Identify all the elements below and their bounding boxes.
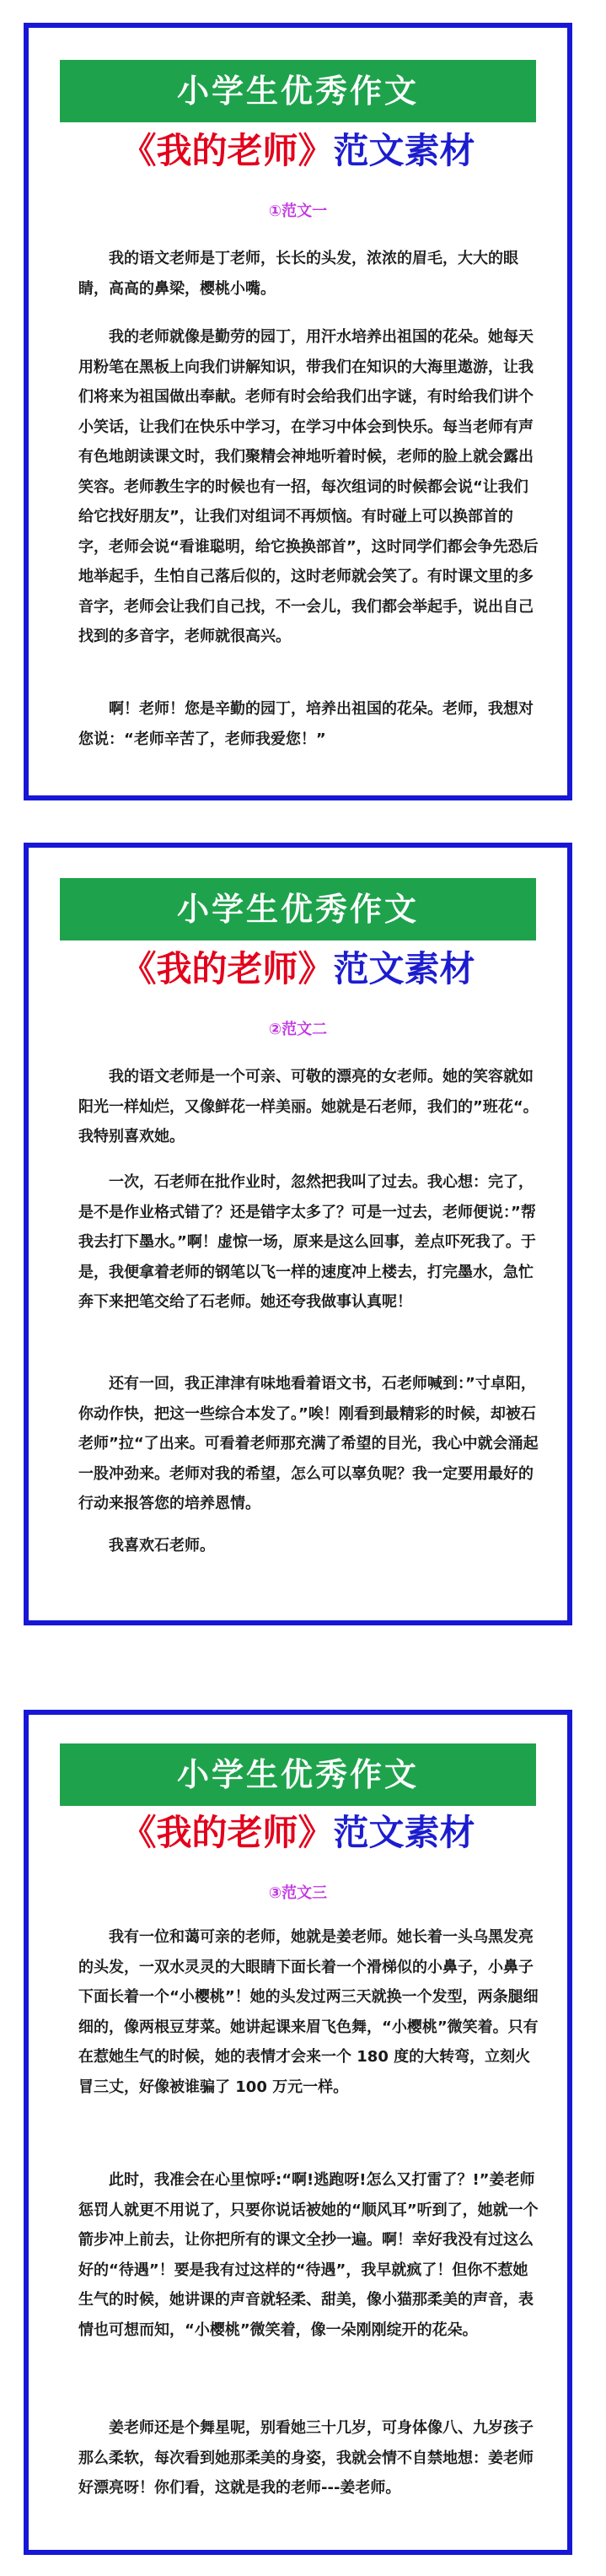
- paragraph: 我的语文老师是丁老师，长长的头发，浓浓的眉毛，大大的眼睛，高高的鼻梁，樱桃小嘴。: [78, 250, 518, 298]
- paragraph: 姜老师还是个舞星呢，别看她三十几岁，可身体像八、九岁孩子那么柔软，每次看到她那柔美的身姿，我就会情不自禁地想：姜老师好漂亮呀！你们看，这就是我的老师---姜老师。: [78, 2419, 534, 2497]
- headline-title: 《我的老师》: [121, 948, 334, 989]
- paragraph: 我有一位和蔼可亲的老师，她就是姜老师。她长着一头乌黑发亮的头发，一双水灵灵的大眼睛下面长着一个滑梯似的小鼻子，小鼻子下面长着一个“小樱桃”！她的头发过两三天就换一个发型，两条腿细细的，像两根豆芽菜。她讲起课来眉飞色舞，“小樱桃”微笑着。只有在惹她生气的时候，她的表情才会来一个 180 度的大转弯，立刻火冒三丈，好像被谁骗了 100 万元一样。: [78, 1928, 539, 2096]
- headline-subtitle: 范文素材: [333, 1812, 475, 1853]
- paragraph: 还有一回，我正津津有味地看着语文书，石老师喊到：”寸卓阳，你动作快，把这一些综合本发了。”唉！刚看到最精彩的时候，却被石老师”拉“了出来。可看着老师那充满了希望的目光，我心中就会涌起一股冲劲来。老师对我的希望，怎么可以辜负呢？我一定要用最好的行动来报答您的培养恩情。: [78, 1375, 539, 1512]
- headline-title: 《我的老师》: [121, 1812, 334, 1853]
- essay-card-2: [24, 843, 572, 1625]
- paragraph: 我的老师就像是勤劳的园丁，用汗水培养出祖国的花朵。她每天用粉笔在黑板上向我们讲解知识，带我们在知识的大海里遨游，让我们将来为祖国做出奉献。老师有时会给我们出字谜，有时给我们讲个小笑话，让我们在快乐中学习，在学习中体会到快乐。每当老师有声有色地朗读课文时，我们聚精会神地听着时候，老师的脸上就会露出笑容。老师教生字的时候也有一招，每次组词的时候都会说“让我们给它找好朋友”，让我们对组词不再烦恼。有时碰上可以换部首的字，老师会说“看谁聪明，给它换换部首”，这时同学们都会争先恐后地举起手，生怕自己落后似的，这时老师就会笑了。有时课文里的多音字，老师会让我们自己找，不一会儿，我们都会举起手，说出自己找到的多音字，老师就很高兴。: [78, 328, 539, 645]
- banner: 小学生优秀作文: [60, 60, 536, 122]
- paragraph: 我喜欢石老师。: [109, 1537, 215, 1555]
- headline: [29, 946, 567, 993]
- paragraph: 一次，石老师在批作业时，忽然把我叫了过去。我心想：完了，是不是作业格式错了？还是错字太多了？可是一过去，老师便说：”帮我去打下墨水。”啊！虚惊一场，原来是这么回事，差点吓死我了。于是，我便拿着老师的钢笔以飞一样的速度冲上楼去，打完墨水，急忙奔下来把笔交给了石老师。她还夸我做事认真呢！: [78, 1173, 536, 1311]
- section-label: ③范文三: [268, 1884, 328, 1902]
- headline: [29, 127, 567, 175]
- paragraph: 啊！老师！您是辛勤的园丁，培养出祖国的花朵。老师，我想对您说：“老师辛苦了，老师我爱您！”: [78, 700, 534, 748]
- paragraph: 此时，我准会在心里惊呼:“啊!逃跑呀!怎么又打雷了？!”姜老师惩罚人就更不用说了，只要你说话被她的“顺风耳”听到了，她就一个箭步冲上前去，让你把所有的课文全抄一遍。啊！幸好我没有过这么好的“待遇”！要是我有过这样的“待遇”，我早就疯了！但你不惹她生气的时候，她讲课的声音就轻柔、甜美，像小猫那柔美的声音，表情也可想而知，“小樱桃”微笑着，像一朵刚刚绽开的花朵。: [78, 2171, 539, 2339]
- section-label: ①范文一: [268, 202, 328, 220]
- essay-card-1: [24, 23, 572, 800]
- essay-card-3: [24, 1710, 572, 2555]
- headline-subtitle: 范文素材: [333, 948, 475, 989]
- headline-subtitle: 范文素材: [333, 130, 475, 171]
- banner: 小学生优秀作文: [60, 878, 536, 940]
- headline: [29, 1809, 567, 1857]
- banner: 小学生优秀作文: [60, 1743, 536, 1806]
- headline-title: 《我的老师》: [121, 130, 334, 171]
- paragraph: 我的语文老师是一个可亲、可敬的漂亮的女老师。她的笑容就如阳光一样灿烂，又像鲜花一样美丽。她就是石老师，我们的”班花“。我特别喜欢她。: [78, 1068, 539, 1145]
- section-label: ②范文二: [268, 1021, 328, 1038]
